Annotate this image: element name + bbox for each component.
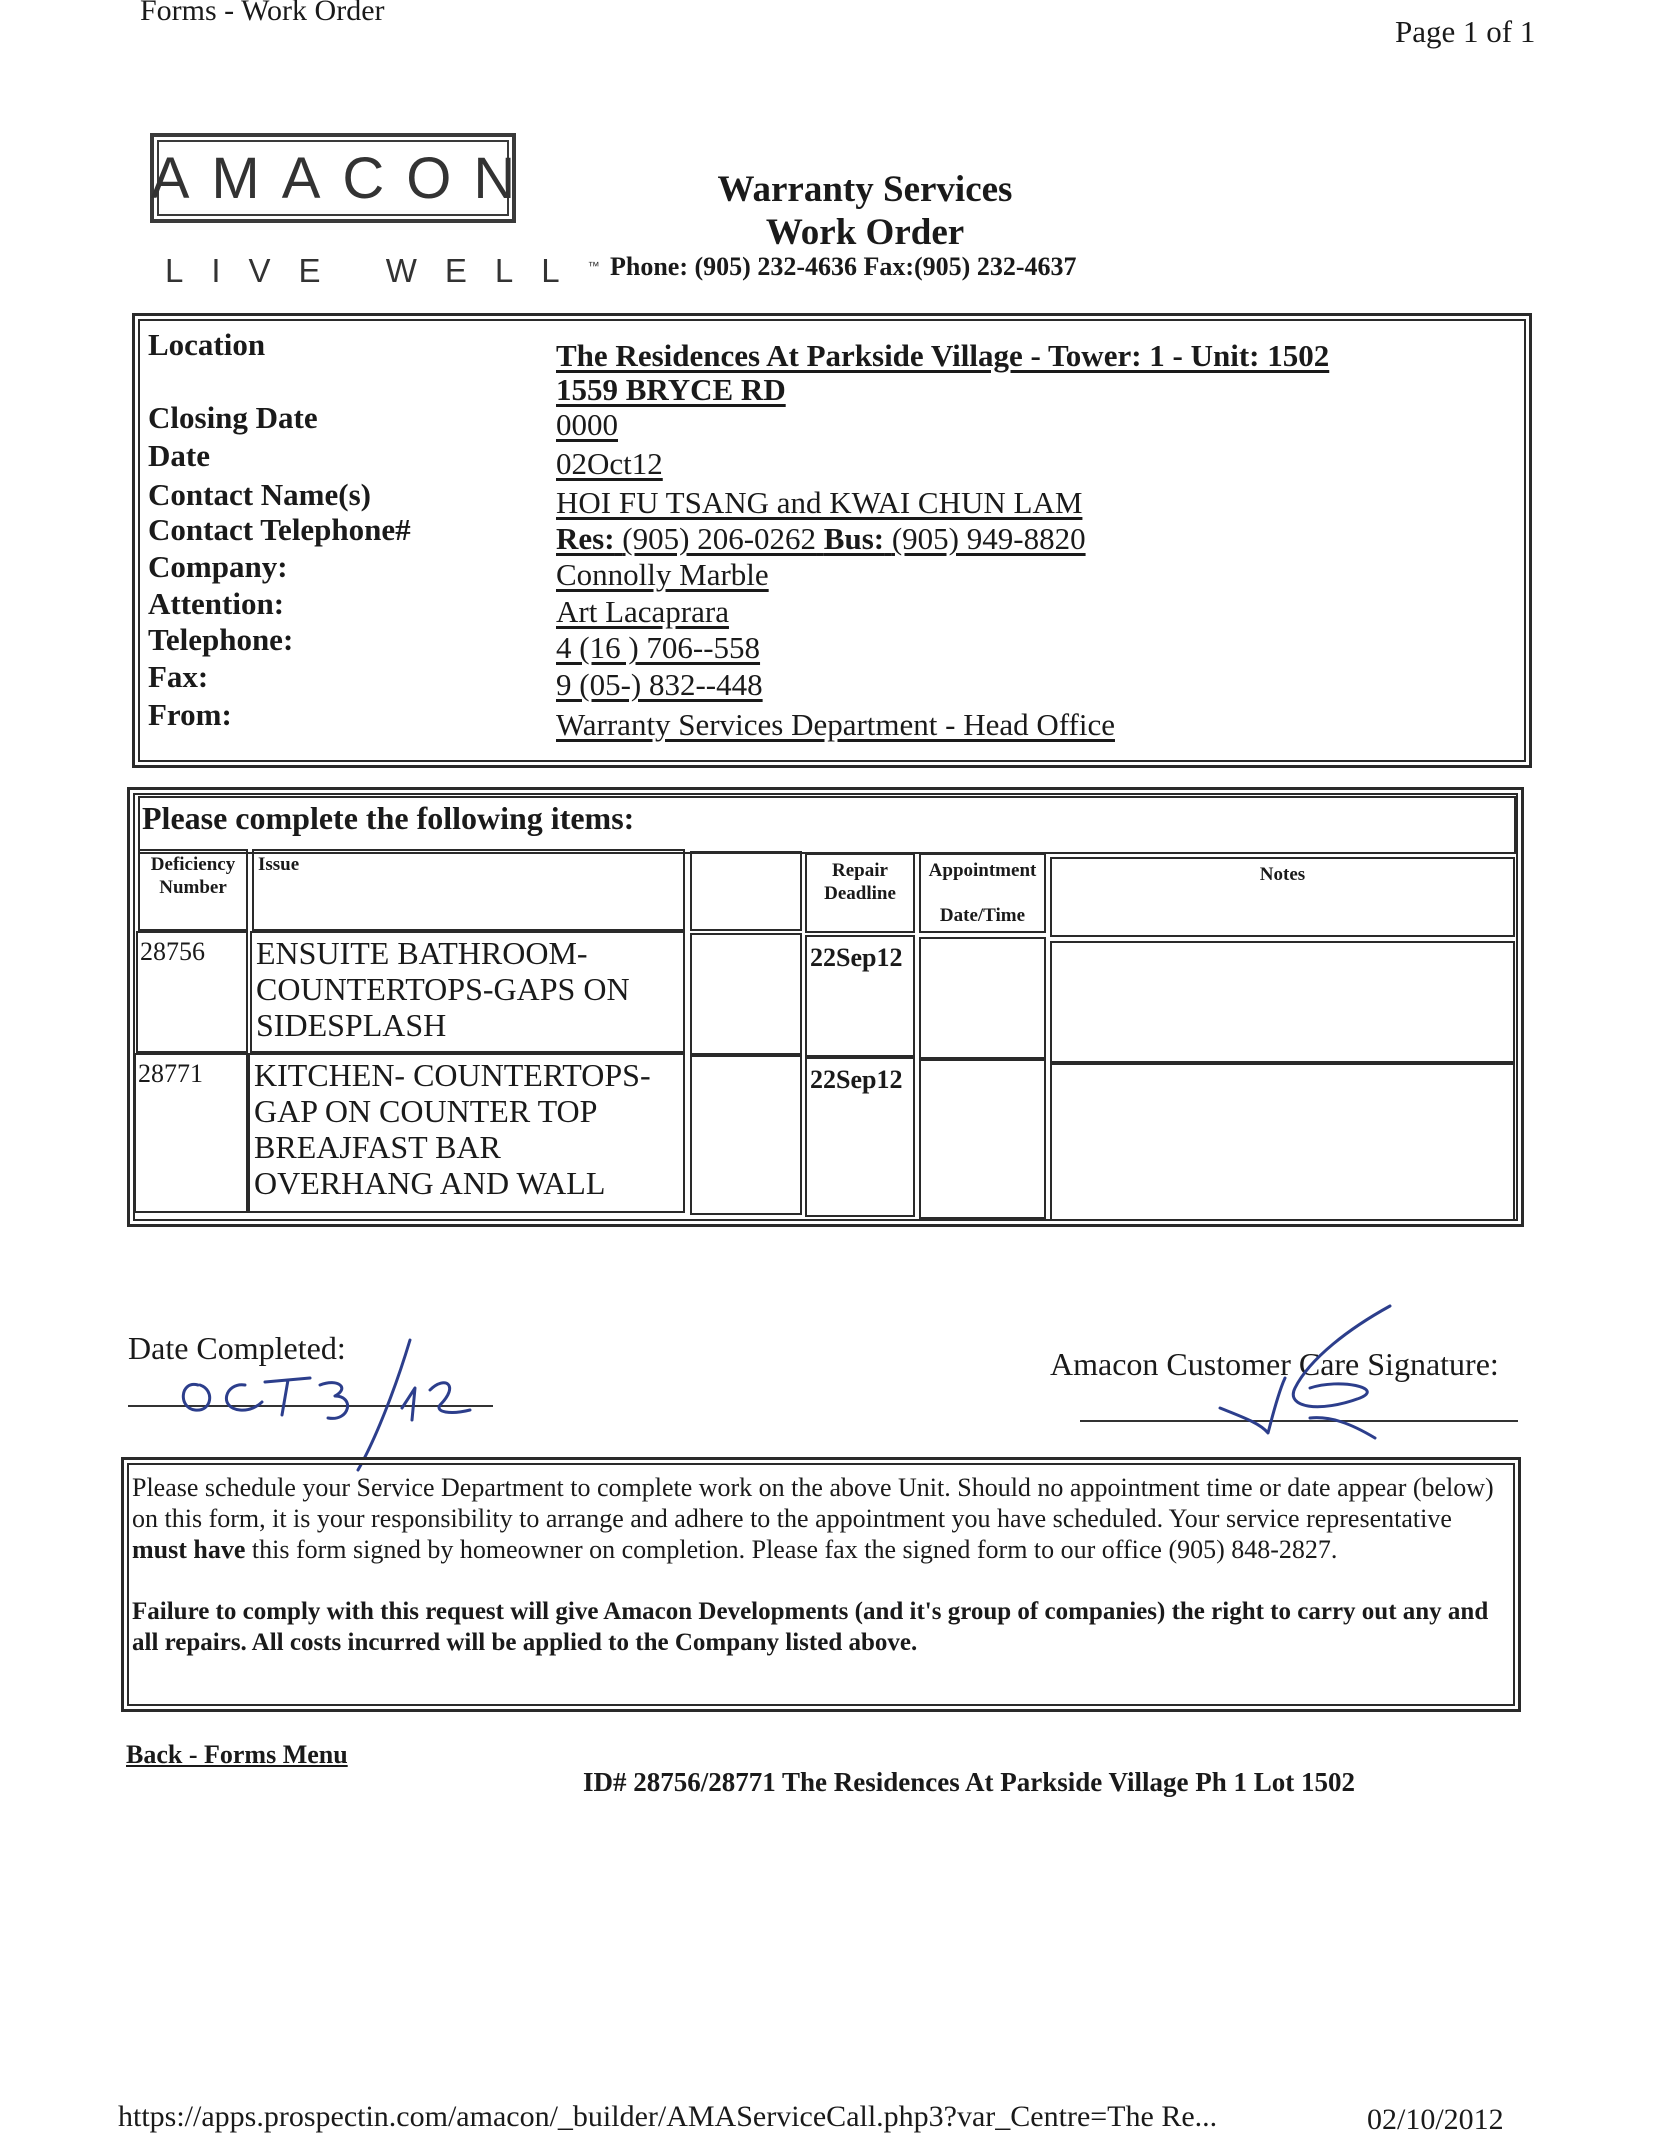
closing-date-value: 0000 (556, 407, 618, 442)
row2-issue-line1: KITCHEN- COUNTERTOPS- (254, 1057, 651, 1093)
from-label: From: (148, 697, 232, 732)
work-order-id: ID# 28756/28771 The Residences At Parkside Village Ph 1 Lot 1502 (583, 1767, 1356, 1797)
row2-deficiency-cell (134, 1053, 248, 1213)
contact-names-label: Contact Name(s) (148, 477, 371, 512)
doc-title-line2: Work Order (765, 212, 965, 253)
contact-telephone-value (556, 521, 1086, 557)
date-completed-handwriting (170, 1330, 500, 1460)
header-repair-deadline (805, 853, 915, 933)
header-deficiency-text-2: Number (159, 877, 227, 898)
trademark-mark: ™ (587, 259, 600, 273)
back-forms-menu-link[interactable]: Back - Forms Menu (126, 1740, 348, 1769)
header-deficiency-text-1: Deficiency (150, 854, 236, 875)
notice-text-b: this form signed by homeowner on completion. Please fax the signed form to our office (905) 848-2827. (245, 1535, 1338, 1564)
row1-deficiency-number: 28756 (140, 937, 205, 966)
telephone-value: 4 (16 ) 706--558 (556, 630, 761, 665)
tagline-text: LIVE WELL (165, 252, 588, 289)
company-label: Company: (148, 549, 288, 584)
header-repair-text-1: Repair (832, 860, 888, 881)
header-blank-column (690, 851, 802, 931)
amacon-logo (150, 133, 538, 223)
row1-issue-line3: SIDESPLASH (256, 1007, 447, 1043)
header-issue (252, 849, 685, 931)
doc-title-line1: Warranty Services (717, 169, 1013, 210)
fax-label: Fax: (148, 659, 209, 694)
notice-warning: Failure to comply with this request will give Amacon Developments (and it's group of companies) the right to carry out any and all repairs. All costs incurred will be applied to the Company listed above. (132, 1598, 1489, 1656)
header-repair-text-2: Deadline (824, 883, 896, 904)
logo-tagline (165, 252, 600, 290)
row2-deadline: 22Sep12 (810, 1065, 903, 1094)
row2-notes-cell (1050, 1063, 1515, 1221)
res-label: Res: (556, 521, 615, 556)
location-value: The Residences At Parkside Village - Tower: 1 - Unit: 1502 (556, 338, 1330, 373)
contact-phone-fax: Phone: (905) 232-4636 Fax:(905) 232-4637 (610, 252, 1077, 281)
contact-names-value: HOI FU TSANG and KWAI CHUN LAM (556, 485, 1083, 520)
row2-appointment-cell (919, 1059, 1046, 1219)
row1-deadline: 22Sep12 (810, 943, 903, 972)
contact-telephone-label: Contact Telephone# (148, 512, 411, 547)
row2-deadline-cell (805, 1057, 915, 1217)
page-header-title: Forms - Work Order (140, 0, 385, 27)
closing-date-label: Closing Date (148, 400, 318, 435)
customer-care-signature (1200, 1298, 1400, 1448)
row2-issue-line2: GAP ON COUNTER TOP (254, 1093, 598, 1129)
row2-issue-line3: BREAJFAST BAR (254, 1129, 501, 1165)
notice-text-bold: must have (132, 1535, 246, 1564)
fax-value: 9 (05-) 832--448 (556, 667, 763, 702)
header-deficiency-number (138, 849, 248, 931)
row1-issue-cell (250, 931, 685, 1053)
header-appointment (919, 853, 1046, 933)
row1-blank-cell (690, 933, 802, 1055)
row2-issue-line4: OVERHANG AND WALL (254, 1165, 606, 1201)
row1-deadline-cell (805, 935, 915, 1057)
header-notes (1050, 857, 1515, 937)
row1-deficiency-cell (136, 931, 248, 1053)
location-label: Location (148, 327, 266, 362)
date-completed-label: Date Completed: (128, 1330, 346, 1366)
address-value: 1559 BRYCE RD (556, 372, 786, 407)
header-appointment-text-2: Date/Time (939, 905, 1026, 926)
date-value: 02Oct12 (556, 446, 663, 481)
notice-instructions (132, 1472, 1502, 1565)
from-value: Warranty Services Department - Head Office (556, 707, 1115, 742)
header-appointment-text-1: Appointment (928, 860, 1037, 881)
print-date: 02/10/2012 (1367, 2103, 1504, 2136)
items-title: Please complete the following items: (142, 800, 635, 836)
logo-wordmark: AMACON (150, 145, 538, 211)
page-url: https://apps.prospectin.com/amacon/_builder/AMAServiceCall.php3?var_Centre=The Re... (118, 2100, 1218, 2133)
notice-text-a: Please schedule your Service Department to complete work on the above Unit. Should no appointment time or date appear (below) on this form, it is your responsibility to arrange and adhere to the appointment you have scheduled. Your service representative (132, 1473, 1494, 1533)
attention-label: Attention: (148, 586, 285, 621)
date-label: Date (148, 438, 210, 473)
telephone-label: Telephone: (148, 622, 294, 657)
row2-blank-cell (690, 1055, 802, 1215)
bus-value: (905) 949-8820 (891, 521, 1086, 556)
row1-appointment-cell (919, 937, 1046, 1059)
row1-issue-line2: COUNTERTOPS-GAPS ON (256, 971, 630, 1007)
company-value: Connolly Marble (556, 557, 769, 592)
res-value: (905) 206-0262 (622, 521, 817, 556)
row1-issue-line1: ENSUITE BATHROOM- (256, 935, 588, 971)
header-issue-text: Issue (258, 854, 300, 875)
header-notes-text: Notes (1259, 864, 1306, 885)
row2-deficiency-number: 28771 (138, 1059, 203, 1088)
attention-value: Art Lacaprara (556, 594, 729, 629)
bus-label: Bus: (823, 521, 885, 556)
row2-issue-cell (248, 1053, 685, 1213)
row1-notes-cell (1050, 941, 1515, 1063)
page-number: Page 1 of 1 (1395, 14, 1536, 49)
signature-label: Amacon Customer Care Signature: (1050, 1346, 1499, 1382)
